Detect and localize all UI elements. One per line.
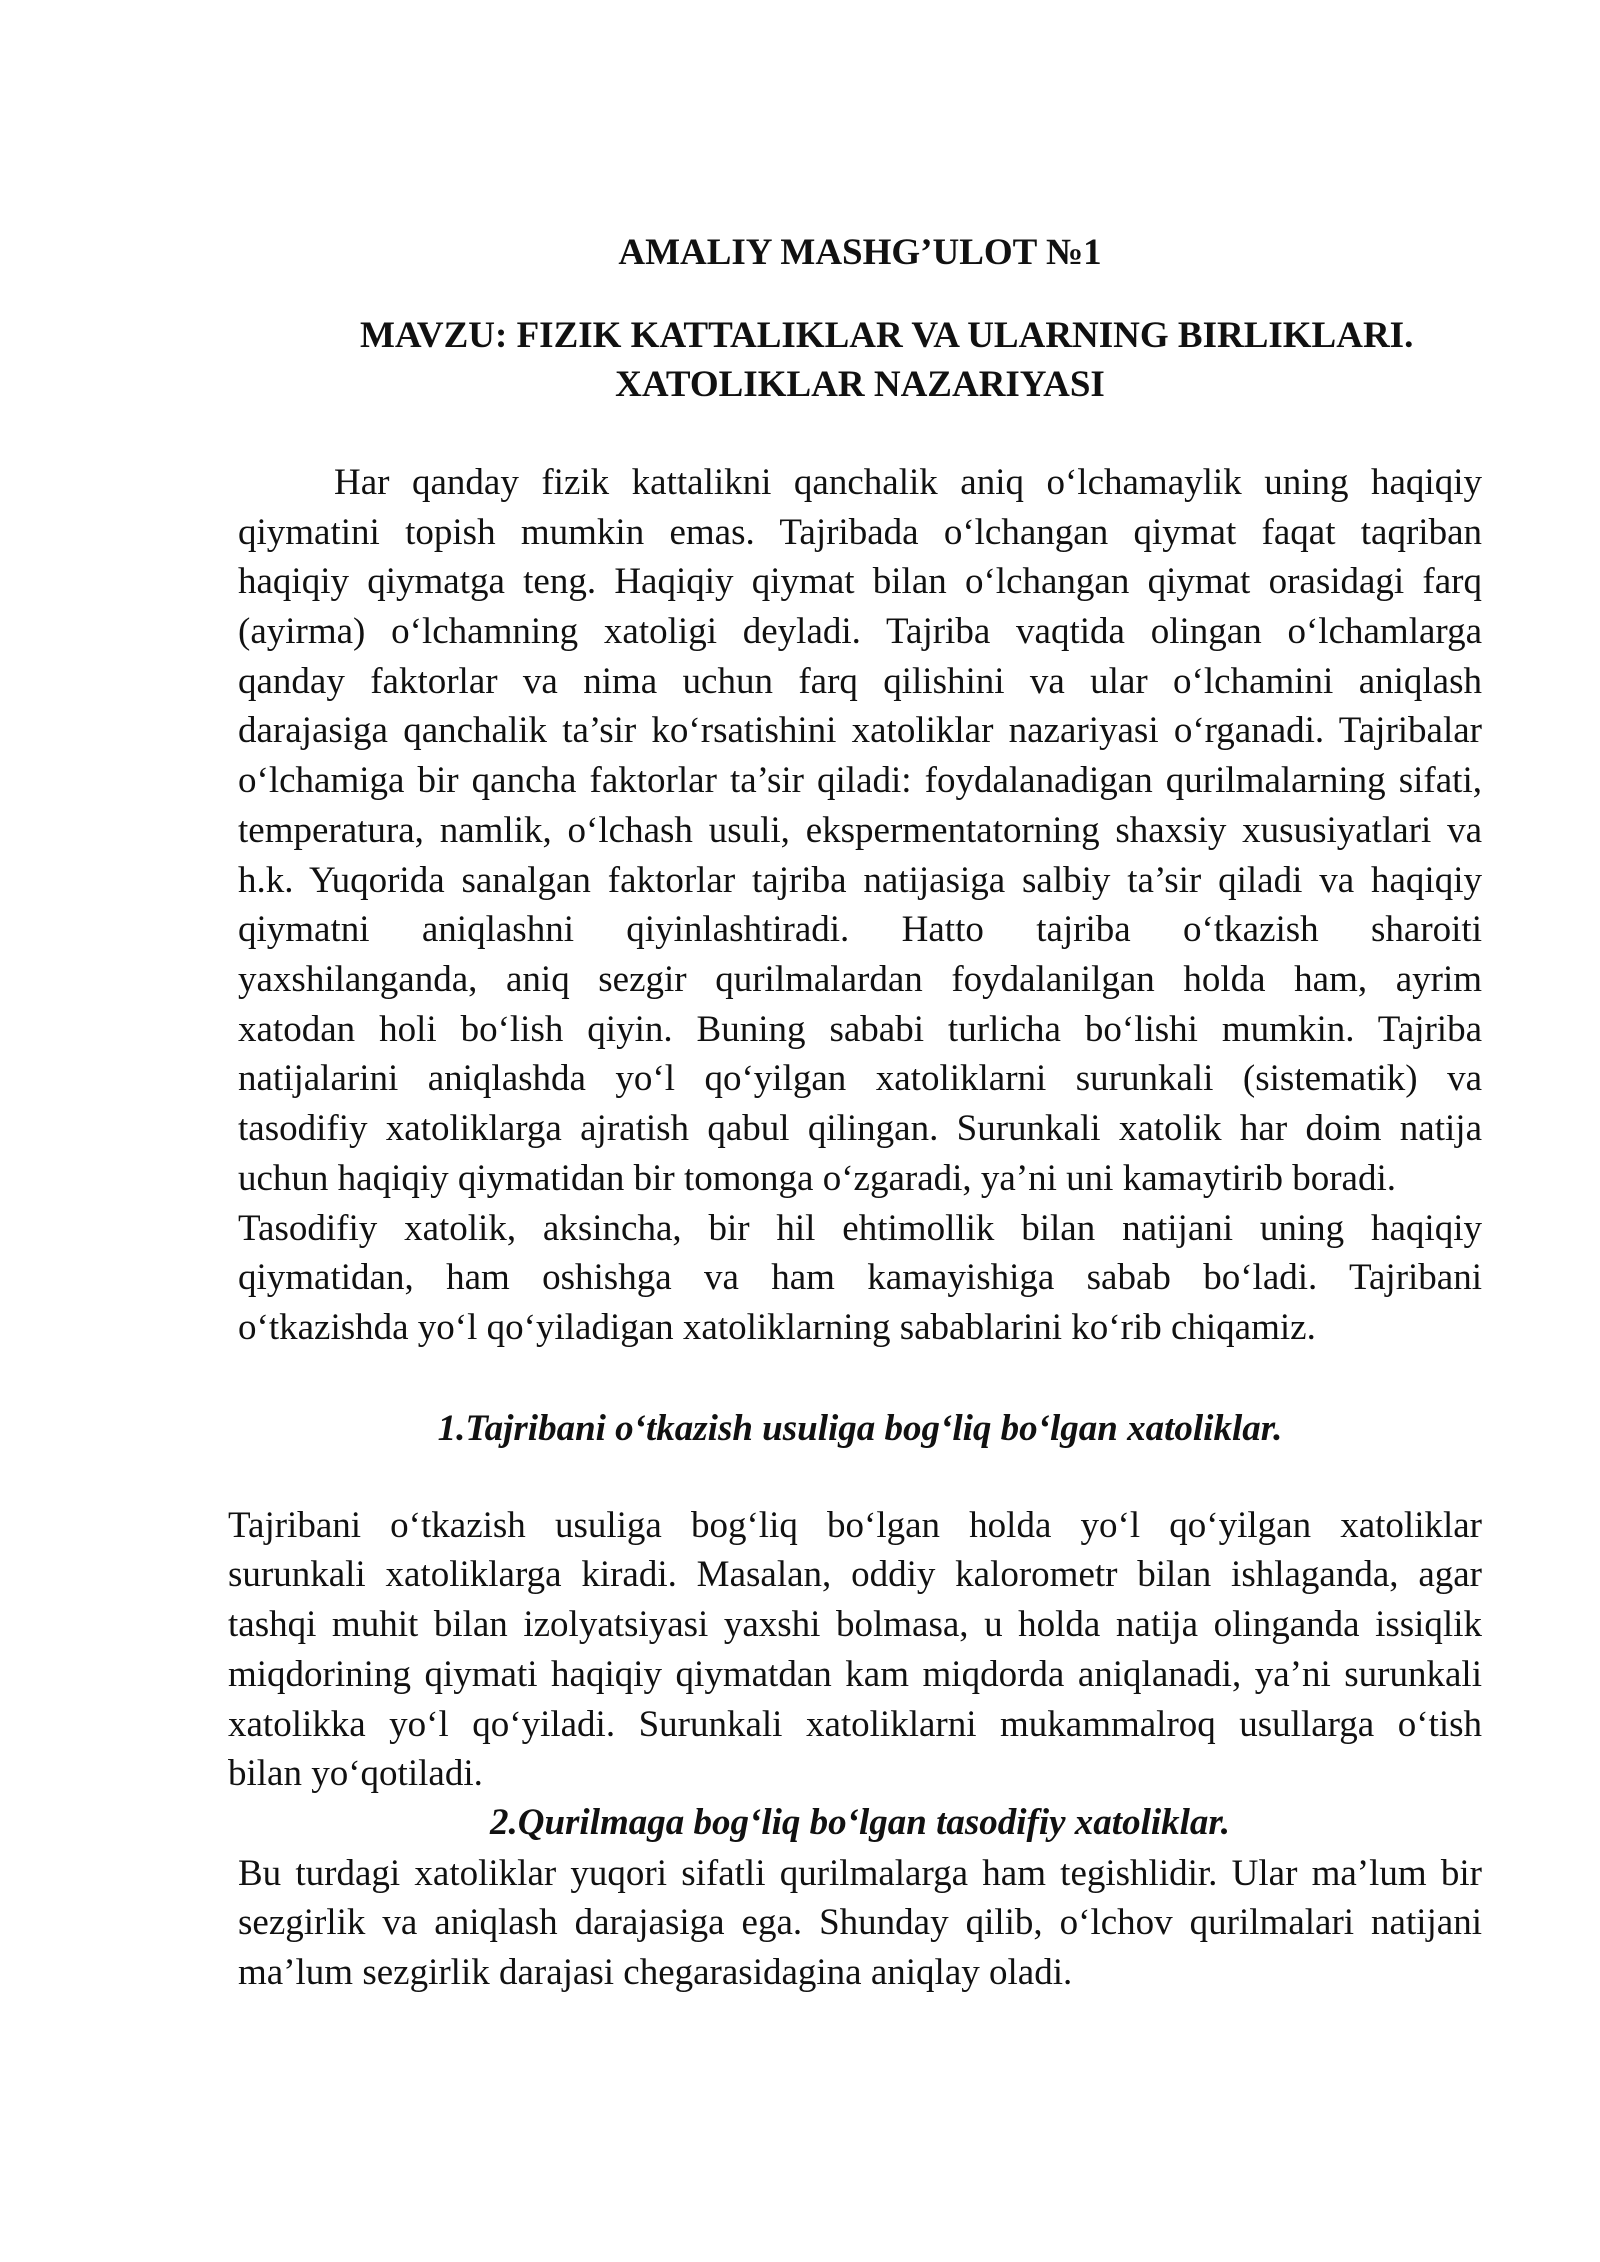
text-line: surunkali xatoliklarga kiradi. Masalan, oddiy kalorometr bilan ishlaganda, agar bbox=[228, 1554, 1482, 1595]
text-line: uchun haqiqiy qiymatidan bir tomonga oʻzgaradi, ya’ni uni kamaytirib boradi. bbox=[238, 1158, 1397, 1199]
text-line: h.k. Yuqorida sanalgan faktorlar tajriba natijasiga salbiy ta’sir qiladi va haqiqiy bbox=[238, 860, 1482, 901]
text-line: oʻtkazishda yoʻl qoʻyiladigan xatoliklarning sabablarini koʻrib chiqamiz. bbox=[238, 1307, 1316, 1348]
text-line: haqiqiy qiymatga teng. Haqiqiy qiymat bilan oʻlchangan qiymat orasidagi farq bbox=[238, 561, 1482, 602]
text-line: yaxshilanganda, aniq sezgir qurilmalardan foydalanilgan holda ham, ayrim bbox=[238, 959, 1482, 1000]
text-line: Har qanday fizik kattalikni qanchalik aniq oʻlchamaylik uning haqiqiy bbox=[334, 462, 1482, 503]
text-line: natijalarini aniqlashda yoʻl qoʻyilgan xatoliklarni surunkali (sistematik) va bbox=[238, 1058, 1482, 1099]
section-heading-1: 1.Tajribani oʻtkazish usuliga bogʻliq boʻlgan xatoliklar. bbox=[437, 1408, 1283, 1449]
text-line: qiymatidan, ham oshishga va ham kamayishiga sabab boʻladi. Tajribani bbox=[238, 1257, 1482, 1298]
text-line: (ayirma) oʻlchamning xatoligi deyladi. Tajriba vaqtida olingan oʻlchamlarga bbox=[238, 611, 1482, 652]
text-line: Bu turdagi xatoliklar yuqori sifatli qurilmalarga ham tegishlidir. Ular ma’lum bir bbox=[238, 1853, 1482, 1894]
text-line: qiymatini topish mumkin emas. Tajribada oʻlchangan qiymat faqat taqriban bbox=[238, 512, 1482, 553]
text-line: qanday faktorlar va nima uchun farq qilishini va ular oʻlchamini aniqlash bbox=[238, 661, 1482, 702]
text-line: qiymatni aniqlashni qiyinlashtiradi. Hatto tajriba oʻtkazish sharoiti bbox=[238, 909, 1482, 950]
text-line: temperatura, namlik, oʻlchash usuli, ekspermentatorning shaxsiy xususiyatlari va bbox=[238, 810, 1482, 851]
text-line: darajasiga qanchalik ta’sir koʻrsatishini xatoliklar nazariyasi oʻrganadi. Tajribalar bbox=[238, 710, 1482, 751]
text-line: xatodan holi boʻlish qiyin. Buning sababi turlicha boʻlishi mumkin. Tajriba bbox=[238, 1009, 1482, 1050]
text-line: oʻlchamiga bir qancha faktorlar ta’sir qiladi: foydalanadigan qurilmalarning sifati, bbox=[238, 760, 1482, 801]
text-line: Tajribani oʻtkazish usuliga bogʻliq boʻlgan holda yoʻl qoʻyilgan xatoliklar bbox=[228, 1505, 1482, 1546]
text-line: ma’lum sezgirlik darajasi chegarasidagina aniqlay oladi. bbox=[238, 1952, 1073, 1993]
text-line: tasodifiy xatoliklarga ajratish qabul qilingan. Surunkali xatolik har doim natija bbox=[238, 1108, 1482, 1149]
text-line: Tasodifiy xatolik, aksincha, bir hil ehtimollik bilan natijani uning haqiqiy bbox=[238, 1208, 1482, 1249]
text-line: xatolikka yoʻl qoʻyiladi. Surunkali xatoliklarni mukammalroq usullarga oʻtish bbox=[228, 1704, 1482, 1745]
section-heading-2: 2.Qurilmaga bogʻliq boʻlgan tasodifiy xatoliklar. bbox=[489, 1802, 1231, 1843]
topic-title-line-1: MAVZU: FIZIK KATTALIKLAR VA ULARNING BIRLIKLARI. bbox=[360, 315, 1414, 356]
topic-title-line-2: XATOLIKLAR NAZARIYASI bbox=[615, 364, 1105, 405]
text-line: miqdorining qiymati haqiqiy qiymatdan kam miqdorda aniqlanadi, ya’ni surunkali bbox=[228, 1654, 1482, 1695]
text-line: bilan yoʻqotiladi. bbox=[228, 1753, 483, 1794]
document-title: AMALIY MASHG’ULOT №1 bbox=[618, 232, 1102, 273]
text-line: tashqi muhit bilan izolyatsiyasi yaxshi bolmasa, u holda natija olinganda issiqlik bbox=[228, 1604, 1482, 1645]
text-line: sezgirlik va aniqlash darajasiga ega. Shunday qilib, oʻlchov qurilmalari natijani bbox=[238, 1902, 1482, 1943]
